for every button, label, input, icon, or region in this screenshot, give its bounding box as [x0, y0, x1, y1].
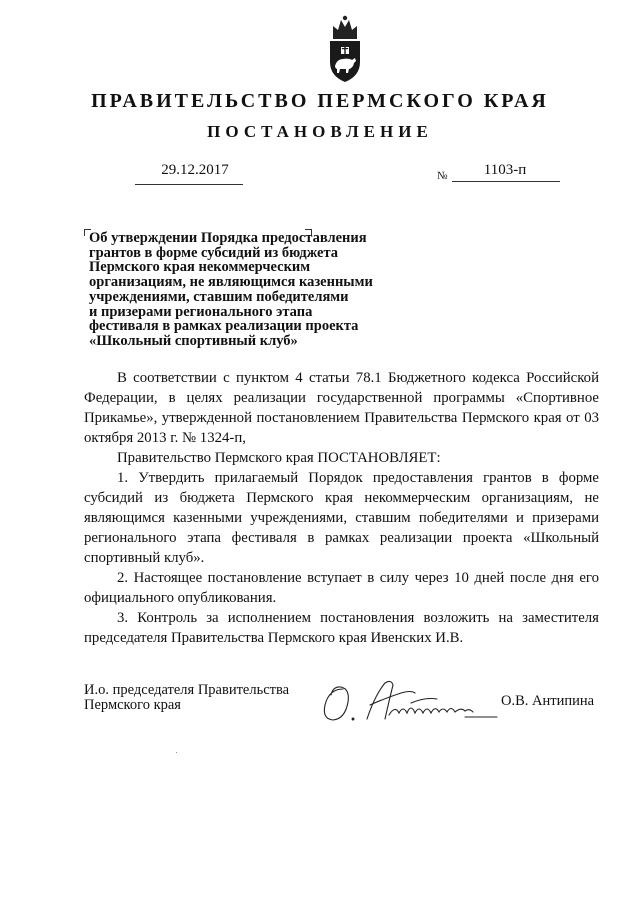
body-paragraph-item-1: 1. Утвердить прилагаемый Порядок предоставления грантов в форме субсидий из бюджета Пермского края некоммерческим организациям, не являющимся казенными учреждениями, ставшим победителями и призерами регионального этапа фестиваля в рамках реализации проекта «Школьный спортивный клуб». — [84, 470, 599, 566]
position-line: И.о. председателя Правительства — [84, 682, 290, 698]
decree-date: 29.12.2017 — [161, 162, 229, 178]
decree-body — [84, 368, 599, 648]
government-title: ПРАВИТЕЛЬСТВО ПЕРМСКОГО КРАЯ — [91, 90, 549, 112]
body-paragraph-preamble: В соответствии с пунктом 4 статьи 78.1 Бюджетного кодекса Российской Федерации, в целях реализации государственной программы «Спортивное Прикамье», утвержденной постановлением Правительства Пермского края от 03 октября 2013 г. № 1324-п, — [84, 370, 599, 446]
decree-subject — [89, 231, 389, 349]
subject-line: фестиваля в рамках реализации проекта — [89, 318, 359, 335]
subject-line: грантов в форме субсидий из бюджета — [89, 244, 339, 261]
document-type: ПОСТАНОВЛЕНИЕ — [207, 122, 433, 141]
signatory-name: О.В. Антипина — [501, 693, 595, 709]
body-paragraph-item-2: 2. Настоящее постановление вступает в силу через 10 дней после дня его официального опубликования. — [84, 570, 599, 606]
handwritten-signature — [315, 675, 505, 727]
page-speck — [176, 752, 177, 753]
number-underline — [452, 181, 560, 182]
position-line: Пермского края — [84, 697, 181, 713]
coat-of-arms-icon — [325, 14, 365, 84]
signatory-position — [84, 683, 289, 713]
body-paragraph-resolves: Правительство Пермского края ПОСТАНОВЛЯЕТ: — [117, 450, 441, 466]
body-paragraph-item-3: 3. Контроль за исполнением постановления возложить на заместителя председателя Правительства Пермского края Ивенских И.В. — [84, 610, 599, 646]
subject-line: и призерами регионального этапа — [89, 303, 313, 320]
subject-line: Об утверждении Порядка предоставления — [89, 230, 367, 246]
decree-number: 1103-п — [483, 162, 527, 178]
number-sign: № — [437, 170, 448, 182]
subject-line: «Школьный спортивный клуб» — [89, 332, 298, 349]
subject-line: организациям, не являющимся казенными — [89, 274, 373, 291]
subject-line: Пермского края некоммерческим — [89, 259, 311, 276]
date-underline — [135, 184, 243, 185]
subject-line: учреждениями, ставшим победителями — [89, 288, 349, 305]
